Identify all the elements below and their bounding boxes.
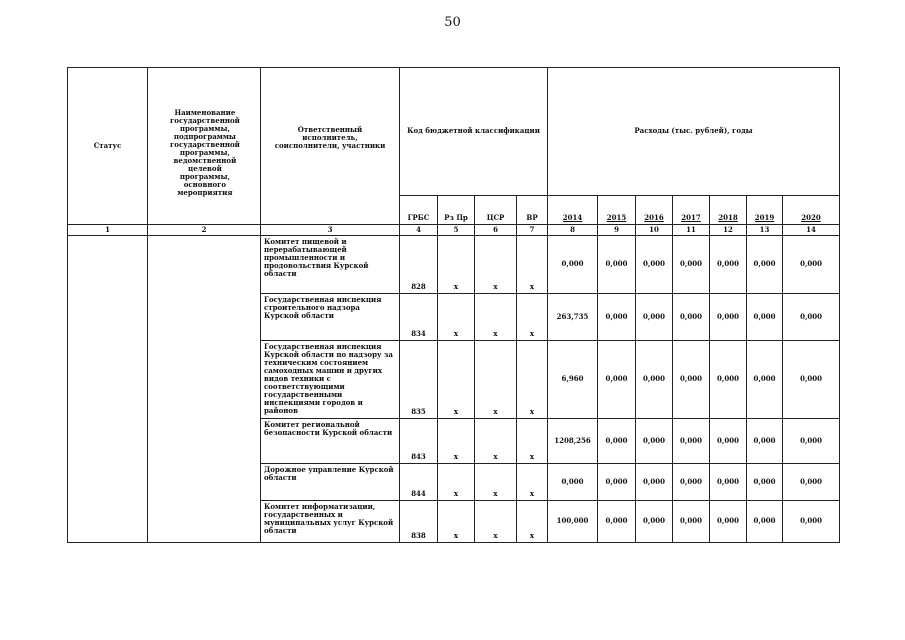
- expense-value-cell: 0,000: [710, 294, 747, 341]
- responsible-org-cell: Государственная инспекция строительного надзора Курской области: [261, 294, 400, 341]
- code-cell-vr: х: [517, 419, 548, 464]
- status-cell: [68, 236, 148, 543]
- header-budget-code: Код бюджетной классификации: [400, 68, 548, 196]
- expense-value-cell: 0,000: [747, 464, 783, 501]
- code-cell-csr: х: [475, 501, 517, 543]
- expense-value-cell: 0,000: [783, 419, 840, 464]
- column-number: 6: [475, 225, 517, 236]
- expense-value-cell: 0,000: [548, 236, 598, 294]
- expense-value-cell: 100,000: [548, 501, 598, 543]
- expense-value-cell: 0,000: [548, 464, 598, 501]
- expense-value-cell: 0,000: [636, 294, 673, 341]
- expense-value-cell: 0,000: [747, 236, 783, 294]
- column-number: 12: [710, 225, 747, 236]
- code-cell-vr: х: [517, 501, 548, 543]
- code-cell-csr: х: [475, 464, 517, 501]
- subheader-year: 2017: [673, 196, 710, 225]
- expense-value-cell: 263,735: [548, 294, 598, 341]
- responsible-org-cell: Комитет информатизации, государственных и муниципальных услуг Курской области: [261, 501, 400, 543]
- responsible-org-cell: Комитет региональной безопасности Курской области: [261, 419, 400, 464]
- responsible-org-cell: Государственная инспекция Курской области по надзору за техническим состоянием самоходных машин и других видов техники с соответствующими государственными инспекциями городов и районов: [261, 341, 400, 419]
- expense-value-cell: 0,000: [636, 236, 673, 294]
- subheader-year: 2015: [598, 196, 636, 225]
- expense-value-cell: 0,000: [598, 236, 636, 294]
- subheader-year: 2019: [747, 196, 783, 225]
- code-cell-rzpr: х: [438, 501, 475, 543]
- expense-value-cell: 0,000: [636, 464, 673, 501]
- expense-value-cell: 0,000: [598, 464, 636, 501]
- subheader-year: 2020: [783, 196, 840, 225]
- code-cell-vr: х: [517, 294, 548, 341]
- header-status: Статус: [68, 68, 148, 225]
- header-row: [68, 68, 840, 196]
- code-cell-csr: х: [475, 419, 517, 464]
- column-number: 7: [517, 225, 548, 236]
- subheader-year: 2014: [548, 196, 598, 225]
- page-number: 50: [444, 15, 461, 30]
- expense-value-cell: 0,000: [747, 419, 783, 464]
- subheader-code: ГРБС: [400, 196, 438, 225]
- subheader-code: ВР: [517, 196, 548, 225]
- column-number: 10: [636, 225, 673, 236]
- responsible-org-cell: Дорожное управление Курской области: [261, 464, 400, 501]
- expense-value-cell: 0,000: [783, 294, 840, 341]
- expense-value-cell: 0,000: [673, 236, 710, 294]
- expense-value-cell: 0,000: [710, 419, 747, 464]
- column-number: 9: [598, 225, 636, 236]
- column-number: 1: [68, 225, 148, 236]
- expense-value-cell: 0,000: [636, 419, 673, 464]
- code-cell-rzpr: х: [438, 294, 475, 341]
- column-number: 11: [673, 225, 710, 236]
- budget-table: [67, 67, 840, 543]
- expense-value-cell: 0,000: [710, 341, 747, 419]
- code-cell-grbs: 844: [400, 464, 438, 501]
- expense-value-cell: 6,960: [548, 341, 598, 419]
- expense-value-cell: 0,000: [598, 294, 636, 341]
- code-cell-rzpr: х: [438, 464, 475, 501]
- code-cell-grbs: 843: [400, 419, 438, 464]
- header-responsible: Ответственный исполнитель, соисполнители, участники: [261, 68, 400, 225]
- expense-value-cell: 0,000: [710, 464, 747, 501]
- subheader-year: 2018: [710, 196, 747, 225]
- column-number: 14: [783, 225, 840, 236]
- expense-value-cell: 0,000: [673, 294, 710, 341]
- column-number: 5: [438, 225, 475, 236]
- expense-value-cell: 0,000: [636, 341, 673, 419]
- subheader-code: Рз Пр: [438, 196, 475, 225]
- column-number: 2: [148, 225, 261, 236]
- code-cell-rzpr: х: [438, 341, 475, 419]
- expense-value-cell: 0,000: [673, 341, 710, 419]
- header-expenses: Расходы (тыс. рублей), годы: [548, 68, 840, 196]
- expense-value-cell: 0,000: [598, 341, 636, 419]
- subheader-code: ЦСР: [475, 196, 517, 225]
- code-cell-grbs: 838: [400, 501, 438, 543]
- expense-value-cell: 0,000: [598, 501, 636, 543]
- code-cell-csr: х: [475, 236, 517, 294]
- column-number: 13: [747, 225, 783, 236]
- column-number: 4: [400, 225, 438, 236]
- code-cell-rzpr: х: [438, 419, 475, 464]
- code-cell-vr: х: [517, 464, 548, 501]
- expense-value-cell: 0,000: [783, 341, 840, 419]
- expense-value-cell: 0,000: [783, 501, 840, 543]
- code-cell-grbs: 828: [400, 236, 438, 294]
- responsible-org-cell: Комитет пищевой и перерабатывающей промышленности и продовольствия Курской области: [261, 236, 400, 294]
- expense-value-cell: 0,000: [673, 464, 710, 501]
- expense-value-cell: 0,000: [747, 294, 783, 341]
- expense-value-cell: 0,000: [783, 464, 840, 501]
- table-row: [68, 236, 840, 294]
- expense-value-cell: 0,000: [710, 501, 747, 543]
- code-cell-vr: х: [517, 341, 548, 419]
- expense-value-cell: 0,000: [747, 341, 783, 419]
- column-number: 8: [548, 225, 598, 236]
- code-cell-rzpr: х: [438, 236, 475, 294]
- expense-value-cell: 0,000: [747, 501, 783, 543]
- code-cell-csr: х: [475, 294, 517, 341]
- expense-value-cell: 0,000: [636, 501, 673, 543]
- code-cell-grbs: 834: [400, 294, 438, 341]
- expense-value-cell: 0,000: [673, 419, 710, 464]
- code-cell-vr: х: [517, 236, 548, 294]
- code-cell-grbs: 835: [400, 341, 438, 419]
- expense-value-cell: 1208,256: [548, 419, 598, 464]
- column-number: 3: [261, 225, 400, 236]
- expense-value-cell: 0,000: [710, 236, 747, 294]
- expense-value-cell: 0,000: [673, 501, 710, 543]
- program-name-cell: [148, 236, 261, 543]
- expense-value-cell: 0,000: [598, 419, 636, 464]
- header-program-name: Наименование государственной программы, подпрограммы государственной программы, ведомственной целевой программы, основного мероприятия: [148, 68, 261, 225]
- expense-value-cell: 0,000: [783, 236, 840, 294]
- subheader-year: 2016: [636, 196, 673, 225]
- code-cell-csr: х: [475, 341, 517, 419]
- column-numbers-row: [68, 225, 840, 236]
